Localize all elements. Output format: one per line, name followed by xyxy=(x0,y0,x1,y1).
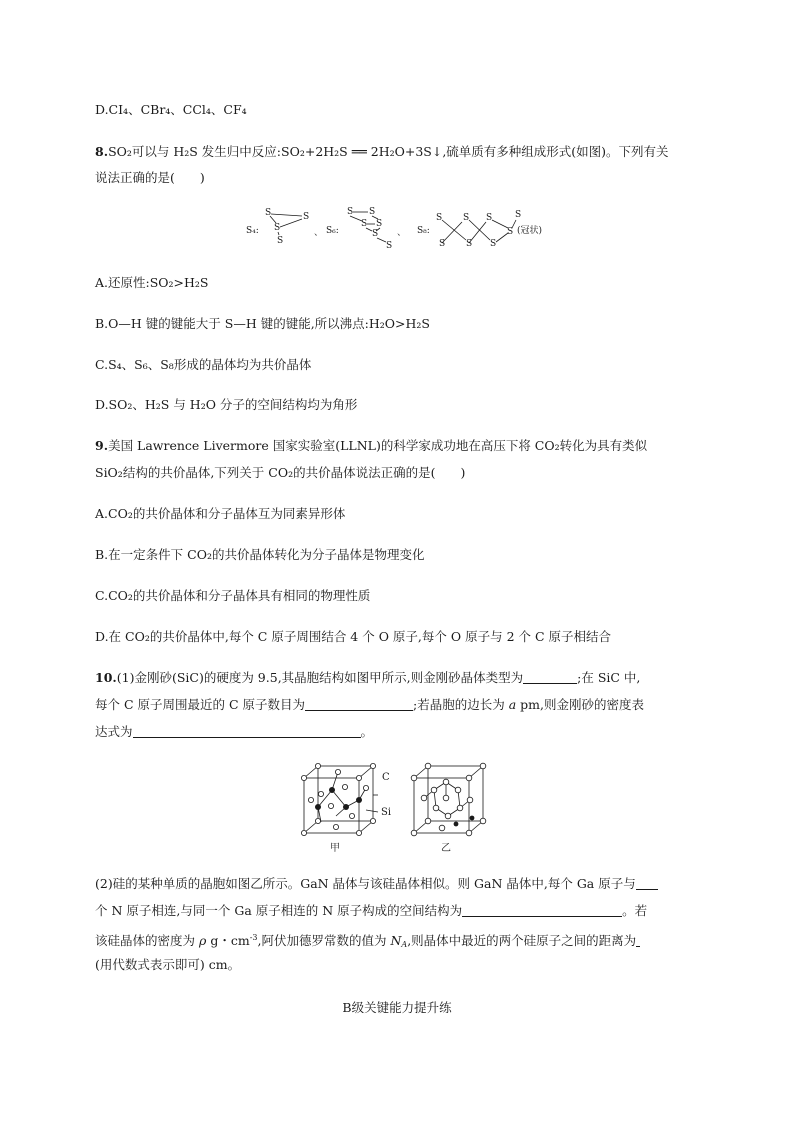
s6-atom: S xyxy=(361,219,368,229)
crystal-cells-figure xyxy=(296,760,506,855)
q8-stem-text: SO₂可以与 H₂S 发生归中反应:SO₂+2H₂S ══ 2H₂O+3S↓,硫单质有多种组成形式(如图)。下列有关 xyxy=(108,144,669,159)
s8-label: S₈: xyxy=(417,226,430,236)
q10-part2-text-a: (2)硅的某种单质的晶胞如图乙所示。GaN 晶体与该硅晶体相似。则 GaN 晶体中,每个 Ga 原子与 xyxy=(95,876,636,891)
q10-part1-line1 xyxy=(95,670,640,686)
sic-unit-cell xyxy=(304,766,378,833)
separator: 、 xyxy=(397,228,407,238)
q10-part1-text-d: ;若晶胞的边长为 xyxy=(413,697,505,712)
s6-atom: S xyxy=(347,207,354,217)
q8-option-c: C.S₄、S₆、S₈形成的晶体均为共价晶体 xyxy=(95,357,312,372)
q10-part2-text-d: 该硅晶体的密度为 xyxy=(95,933,196,948)
q8-stem-line1 xyxy=(95,144,669,160)
s6-atom: S xyxy=(372,229,379,239)
q9-stem-line2: SiO₂结构的共价晶体,下列关于 CO₂的共价晶体说法正确的是( ) xyxy=(95,465,466,480)
q10-part1-text-a: (1)金刚砂(SiC)的硬度为 9.5,其晶胞结构如图甲所示,则金刚砂晶体类型为 xyxy=(116,670,524,685)
q8-number: 8. xyxy=(95,144,109,159)
s4-atom: S xyxy=(265,208,272,218)
q10-part1-text-f: 达式为 xyxy=(95,724,133,739)
figure-caption-yi: 乙 xyxy=(441,843,451,854)
s8-note: (冠状) xyxy=(517,226,543,236)
s8-atom: S xyxy=(436,213,443,223)
q8-stem-line2: 说法正确的是( ) xyxy=(95,170,205,185)
q10-part1-text-c: 每个 C 原子周围最近的 C 原子数目为 xyxy=(95,697,306,712)
density-symbol: ρ xyxy=(199,933,207,948)
q10-part1-text-b: ;在 SiC 中, xyxy=(577,670,641,685)
avogadro-subscript: A xyxy=(401,940,408,949)
q10-part1-text-e: pm,则金刚砂的密度表 xyxy=(520,697,645,712)
s6-atom: S xyxy=(376,219,383,229)
separator: 、 xyxy=(314,228,324,238)
s4-atom: S xyxy=(274,223,281,233)
density-unit-exponent: -3 xyxy=(249,933,258,942)
s6-atom: S xyxy=(369,207,376,217)
q9-option-c: C.CO₂的共价晶体和分子晶体具有相同的物理性质 xyxy=(95,588,371,603)
q10-part2-text-c: 。若 xyxy=(622,903,648,918)
avogadro-symbol: N xyxy=(390,933,402,948)
q9-option-d: D.在 CO₂的共价晶体中,每个 C 原子周围结合 4 个 O 原子,每个 O 原子与 2 个 C 原子相结合 xyxy=(95,629,612,644)
s8-atom: S xyxy=(466,239,473,249)
legend-si-label: Si xyxy=(381,807,392,818)
q10-part2-line2 xyxy=(95,903,647,919)
s8-atom: S xyxy=(507,227,514,237)
s6-label: S₆: xyxy=(326,226,339,236)
answer-blank-structure[interactable] xyxy=(462,904,622,917)
q9-option-a: A.CO₂的共价晶体和分子晶体互为同素异形体 xyxy=(95,506,346,521)
legend-c-label: C xyxy=(382,772,390,783)
answer-blank-distance[interactable] xyxy=(636,934,640,947)
s4-atom: S xyxy=(303,212,310,222)
q10-part1-line2 xyxy=(95,697,644,713)
q10-part2-line1 xyxy=(95,876,658,892)
answer-blank-crystal-type[interactable] xyxy=(523,671,577,684)
density-unit: g・cm xyxy=(210,933,250,948)
edge-variable: a xyxy=(508,697,517,712)
answer-blank-c-neighbors[interactable] xyxy=(305,698,413,711)
q10-part2-line4: (用代数式表示即可) cm。 xyxy=(95,957,241,972)
q10-number: 10. xyxy=(95,670,117,685)
s8-atom: S xyxy=(515,210,522,220)
section-b-title: B级关键能力提升练 xyxy=(342,1000,452,1015)
q10-part2-text-b: 个 N 原子相连,与同一个 Ga 原子相连的 N 原子构成的空间结构为 xyxy=(95,903,463,918)
q9-stem-line1 xyxy=(95,438,647,454)
q9-number: 9. xyxy=(95,438,109,453)
s8-atom: S xyxy=(486,213,493,223)
sulfur-allotropes-figure xyxy=(240,200,560,260)
s4-label: S₄: xyxy=(246,226,259,236)
q10-part2-line3 xyxy=(95,930,640,953)
q10-part2-text-f: ,则晶体中最近的两个硅原子之间的距离为 xyxy=(407,933,637,948)
q10-part1-text-g: 。 xyxy=(360,724,374,739)
figure-caption-jia: 甲 xyxy=(330,843,340,854)
q7-option-d: D.CI₄、CBr₄、CCl₄、CF₄ xyxy=(95,102,247,117)
q10-part2-text-e: ,阿伏加德罗常数的值为 xyxy=(257,933,387,948)
q9-stem-text: 美国 Lawrence Livermore 国家实验室(LLNL)的科学家成功地在高压下将 CO₂转化为具有类似 xyxy=(108,438,648,453)
q10-part1-line3 xyxy=(95,724,373,740)
q8-option-d: D.SO₂、H₂S 与 H₂O 分子的空间结构均为角形 xyxy=(95,397,358,412)
q9-option-b: B.在一定条件下 CO₂的共价晶体转化为分子晶体是物理变化 xyxy=(95,547,425,562)
s8-atom: S xyxy=(490,239,497,249)
answer-blank-density[interactable] xyxy=(133,725,361,738)
s8-atom: S xyxy=(463,213,470,223)
s6-atom: S xyxy=(386,241,393,251)
answer-blank-ga-neighbors[interactable] xyxy=(636,877,658,890)
q8-option-b: B.O—H 键的键能大于 S—H 键的键能,所以沸点:H₂O>H₂S xyxy=(95,316,430,331)
q8-option-a: A.还原性:SO₂>H₂S xyxy=(95,275,209,290)
s8-atom: S xyxy=(439,239,446,249)
s4-atom: S xyxy=(277,236,284,246)
